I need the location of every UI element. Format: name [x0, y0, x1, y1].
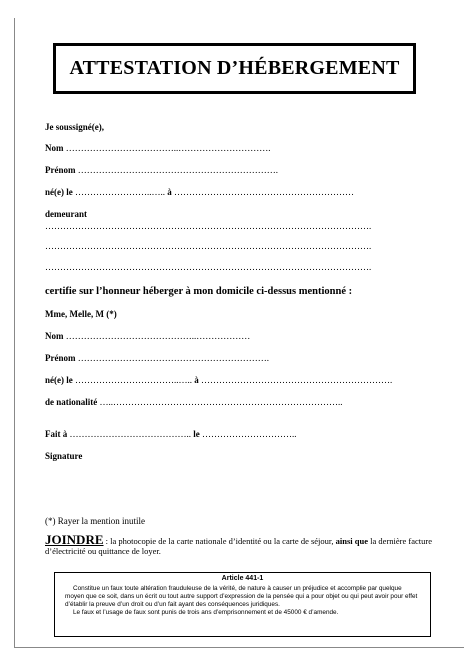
declarant-nom-dots: ………………………………..………………………….: [65, 143, 271, 153]
nationalite-dots: …..…………………………………………………………………..: [99, 397, 343, 407]
declarant-nom-label: Nom: [45, 143, 64, 153]
address-line-2[interactable]: ……………………………………………………………………………………………….: [45, 241, 372, 251]
demeurant-label: demeurant: [45, 209, 87, 219]
address-line-3[interactable]: ……………………………………………………………………………………………….: [45, 262, 372, 272]
heberge-nom-label: Nom: [45, 331, 64, 341]
nationalite-label: de nationalité: [45, 397, 98, 407]
heberge-prenom-field[interactable]: [45, 353, 269, 363]
heberge-ne-dots: ……………………………..…..: [74, 375, 192, 385]
declarant-ne-label: né(e) le: [45, 187, 73, 197]
date-label: le: [193, 429, 200, 439]
heberge-ne-label: né(e) le: [45, 375, 73, 385]
joindre-ainsi-que: ainsi que: [335, 536, 369, 546]
soussigne-label: Je soussigné(e),: [45, 122, 104, 132]
declarant-naissance-field[interactable]: [45, 187, 354, 197]
certifie-heading: certifie sur l’honneur héberger à mon domicile ci-dessus mentionné :: [45, 286, 353, 297]
civilite-label: Mme, Melle, M (*): [45, 309, 117, 319]
declarant-a-label: à: [167, 187, 172, 197]
title-box: [53, 43, 416, 94]
heberge-prenom-label: Prénom: [45, 353, 76, 363]
joindre-paragraph: [45, 532, 440, 556]
joindre-text-1: : la photocopie de la carte nationale d’identité ou la carte de séjour,: [103, 536, 336, 546]
article-paragraph-1: Constitue un faux toute altération frauduleuse de la vérité, de nature à causer un préjudice et accomplie par quelque moyen que ce soit, dans un écrit ou tout autre support d’expression de la pensée qui a pour objet ou qui peut avoir pour effet d’établir la preuve d’un droit ou d’un fait ayant des conséquences juridiques.: [65, 585, 418, 608]
article-title: Article 441-1: [221, 575, 264, 582]
heberge-nom-field[interactable]: [45, 331, 250, 341]
declarant-a-dots: ……………………………………………………: [173, 187, 354, 197]
declarant-ne-dots: ……………………..…..: [74, 187, 165, 197]
fait-label: Fait à: [45, 429, 68, 439]
declarant-prenom-dots: ………………………………………………………….: [77, 165, 278, 175]
heberge-naissance-field[interactable]: [45, 375, 392, 385]
page-title: ATTESTATION D’HÉBERGEMENT: [69, 57, 400, 79]
page-border-bottom: [14, 647, 464, 648]
page-border-left: [14, 18, 15, 648]
declarant-prenom-label: Prénom: [45, 165, 76, 175]
declarant-prenom-field[interactable]: [45, 165, 278, 175]
date-dots: …………………………..: [202, 429, 297, 439]
fait-field[interactable]: [45, 429, 297, 439]
rayer-note: (*) Rayer la mention inutile: [45, 516, 145, 526]
heberge-prenom-dots: ……………………………………………………….: [77, 353, 269, 363]
signature-label: Signature: [45, 451, 83, 461]
fait-dots: …………………………………..: [69, 429, 191, 439]
heberge-a-dots: ……………………………………………………….: [200, 375, 393, 385]
heberge-a-label: à: [194, 375, 199, 385]
article-box: [54, 572, 431, 637]
address-line-1[interactable]: ……………………………………………………………………………………………….: [45, 221, 372, 231]
heberge-nom-dots: ……………………………………..………………: [65, 331, 251, 341]
declarant-nom-field[interactable]: [45, 143, 271, 153]
heberge-nationalite-field[interactable]: [45, 397, 343, 407]
joindre-label: JOINDRE: [45, 532, 104, 547]
article-paragraph-2: Le faux et l’usage de faux sont punis de trois ans d’emprisonnement et de 45000 € d’amende.: [73, 609, 339, 616]
joindre-text-2: la dernière facture d’électricité ou quittance de loyer.: [45, 536, 432, 556]
